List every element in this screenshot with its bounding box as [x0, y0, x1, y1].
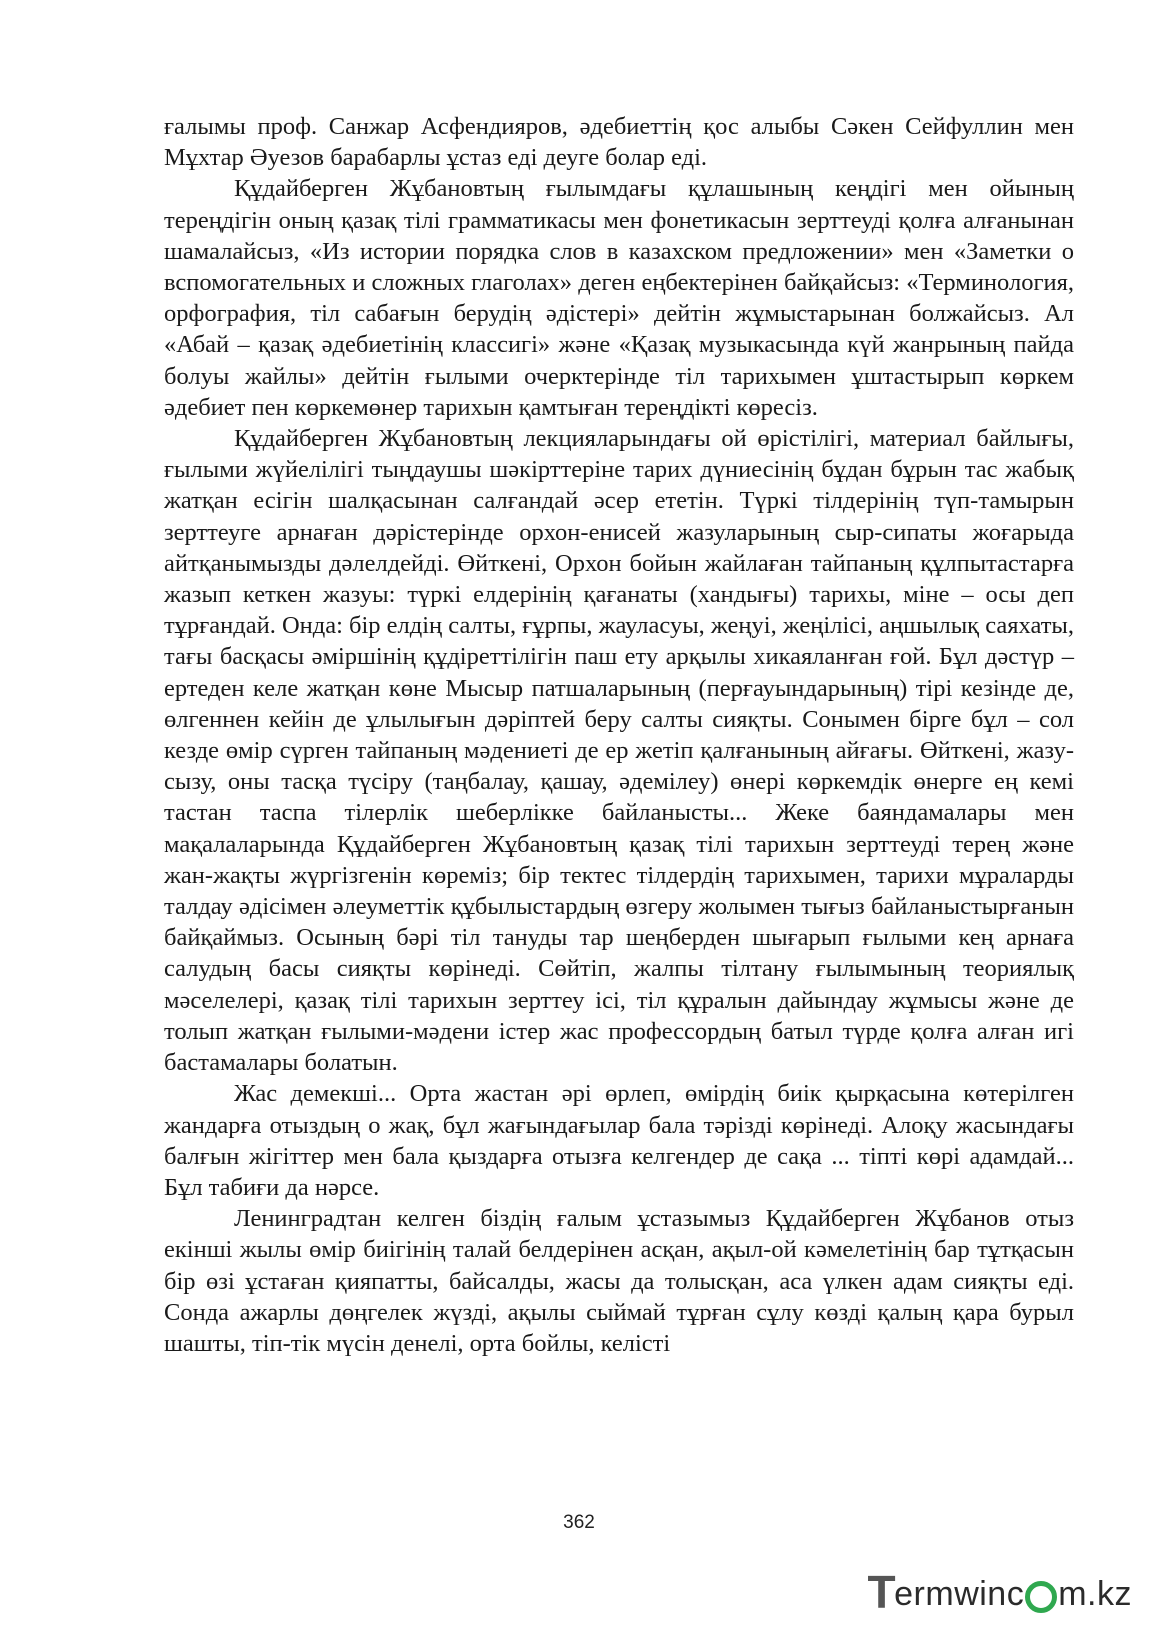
document-body	[164, 111, 1074, 1359]
page-number: 362	[563, 1512, 595, 1533]
green-ring-icon	[1025, 1581, 1057, 1613]
paragraph-1: ғалымы проф. Санжар Асфендияров, әдебиеттің қос алыбы Сәкен Сейфуллин мен Мұхтар Әуезов барабарлы ұстаз еді деуге болар еді.	[164, 113, 1074, 172]
paragraph-3: Құдайберген Жұбановтың лекцияларындағы ой өрістілігі, материал байлығы, ғылыми жүйелілігі тыңдаушы шәкірттеріне тарих дүниесінің бұдан бұрын тас жабық жатқан есігін шалқасынан салғандай әсер ететін. Түркі тілдерінің түп-тамырын зерттеуге арнаған дәрістерінде орхон-енисей жазуларының сыр-сипаты жоғарыда айтқанымызды дәлелдейді. Өйткені, Орхон бойын жайлаған тайпаның құлпытастарға жазып кеткен жазуы: түркі елдерінің қағанаты (хандығы) тарихы, міне – осы деп тұрғандай. Онда: бір елдің салты, ғұрпы, жауласуы, жеңуі, жеңілісі, аңшылық саяхаты, тағы басқасы әміршінің құдіреттілігін паш ету арқылы хикаяланған ғой. Бұл дәстүр – ертеден келе жатқан көне Мысыр патшаларының (перғауындарының) тірі кезінде де, өлгеннен кейін де ұлылығын дәріптей беру салты сияқты. Сонымен бірге бұл – сол кезде өмір сүрген тайпаның мәдениеті де ер жетіп қалғанының айғағы. Өйткені, жазу-сызу, оны тасқа түсіру (таңбалау, қашау, әдемілеу) өнері көркемдік өнерге ең кемі тастан таспа тілерлік шеберлікке байланысты... Жеке баяндамалары мен мақалаларында Құдайберген Жұбановтың қазақ тілі тарихын зерттеуді терең және жан-жақты жүргізгенін көреміз; бір тектес тілдердің тарихымен, тарихи мұраларды талдау әдісімен әлеуметтік құбылыстардың өзгеру жолымен тығыз байланыстырғанын байқаймыз. Осының бәрі тіл тануды тар шеңберден шығарып ғылыми кең арнаға салудың басы сияқты көрінеді. Сөйтіп, жалпы тілтану ғылымының теориялық мәселелері, қазақ тілі тарихын зерттеу ісі, тіл құралын дайындау жұмысы және де толып жатқан ғылыми-мәдени істер жас профессордың батыл түрде қолға алған игі бастамалары болатын.	[164, 425, 1074, 1077]
watermark-initial: T	[867, 1566, 897, 1618]
watermark-text-middle: ermwinc	[894, 1574, 1025, 1613]
paragraph-4: Жас демекші... Орта жастан әрі өрлеп, өмірдің биік қырқасына көтерілген жандарға отыздың о жақ, бұл жағындағылар бала тәрізді көрінеді. Алоқу жасындағы балғын жігіттер мен бала қыздарға отызға келгендер де сақа ... тіпті көрі адамдай... Бұл табиғи да нәрсе.	[164, 1080, 1074, 1201]
paragraph-2: Құдайберген Жұбановтың ғылымдағы құлашының кеңдігі мен ойының тереңдігін оның қазақ тілі грамматикасы мен фонетикасын зерттеуді қолға алғанынан шамалайсыз, «Из истории порядка слов в казахском предложении» мен «Заметки о вспомогательных и сложных глаголах» деген еңбектерінен байқайсыз: «Терминология, орфография, тіл сабағын берудің әдістері» дейтін жұмыстарынан болжайсыз. Ал «Абай – қазақ әдебиетінің классигі» және «Қазақ музыкасында күй жанрының пайда болуы жайлы» дейтін ғылыми очерктерінде тіл тарихымен ұштастырып көркем әдебиет пен көркемөнер тарихын қамтыған тереңдікті көресіз.	[164, 175, 1074, 421]
paragraph-5: Ленинградтан келген біздің ғалым ұстазымыз Құдайберген Жұбанов отыз екінші жылы өмір биігінің талай белдерінен асқан, ақыл-ой кәмелетінің бар тұтқасын бір өзі ұстаған қияпатты, байсалды, жасы да толысқан, аса үлкен адам сияқты еді. Сонда ажарлы дөңгелек жүзді, ақылы сыймай тұрған сұлу көзді қалың қара бурыл шашты, тіп-тік мүсін денелі, орта бойлы, келісті	[164, 1205, 1074, 1357]
watermark-text-end: m.kz	[1058, 1574, 1132, 1613]
site-watermark-logo	[868, 1568, 1132, 1620]
